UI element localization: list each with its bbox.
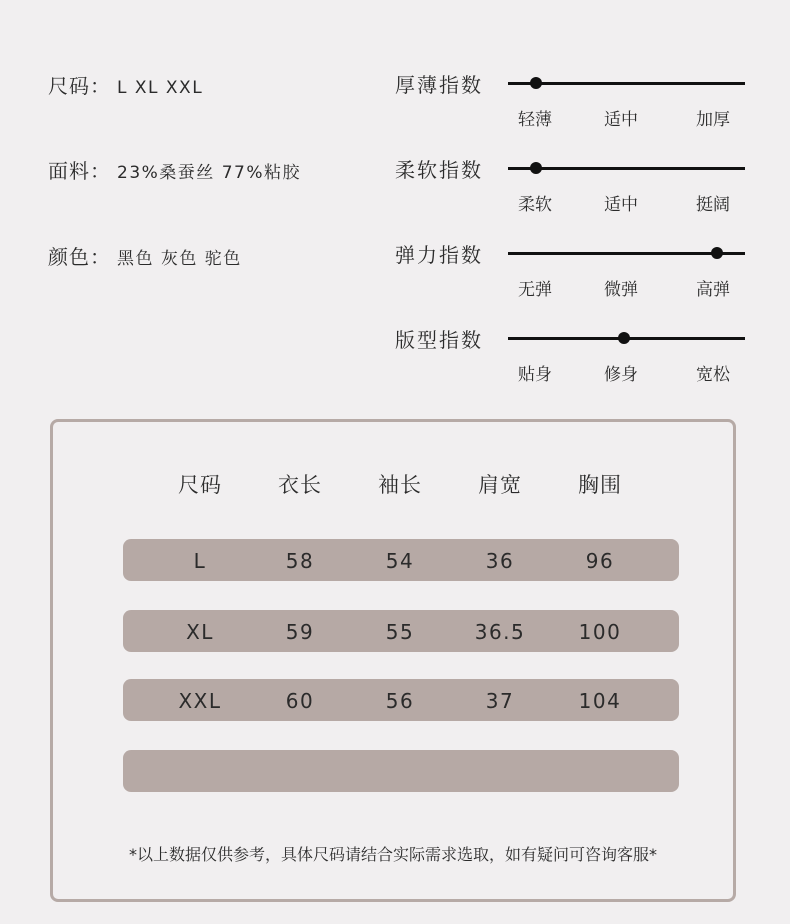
header-size: 尺码 <box>178 473 222 497</box>
spec-size-label: 尺码： <box>48 74 111 98</box>
spec-color-label: 颜色： <box>48 245 111 269</box>
spec-fabric-label: 面料： <box>48 159 111 183</box>
index-marker <box>530 77 542 89</box>
index-label-low: 贴身 <box>518 365 552 385</box>
index-name: 弹力指数 <box>395 243 483 267</box>
cell-length: 59 <box>285 620 315 644</box>
spec-color-value: 黑色 灰色 驼色 <box>117 249 242 269</box>
index-elasticity <box>395 239 745 309</box>
cell-length: 60 <box>285 689 315 713</box>
index-name: 版型指数 <box>395 328 483 352</box>
index-name: 柔软指数 <box>395 158 483 182</box>
cell-size: XXL <box>178 689 222 713</box>
spec-size <box>48 70 203 99</box>
spec-fabric <box>48 155 301 184</box>
cell-length: 58 <box>285 549 315 573</box>
index-marker <box>530 162 542 174</box>
table-row <box>123 679 679 721</box>
spec-color <box>48 241 242 270</box>
index-softness <box>395 154 745 224</box>
index-thickness <box>395 69 745 139</box>
index-label-mid: 微弹 <box>604 280 638 300</box>
index-label-high: 宽松 <box>696 365 730 385</box>
index-track <box>508 337 745 340</box>
cell-size: L <box>193 549 207 573</box>
cell-shoulder: 36 <box>485 549 515 573</box>
index-track <box>508 167 745 170</box>
index-label-high: 加厚 <box>696 110 730 130</box>
index-label-mid: 修身 <box>604 365 638 385</box>
cell-shoulder: 37 <box>485 689 515 713</box>
index-label-low: 柔软 <box>518 195 552 215</box>
index-label-high: 高弹 <box>696 280 730 300</box>
index-label-low: 轻薄 <box>518 110 552 130</box>
cell-chest: 96 <box>585 549 615 573</box>
index-label-low: 无弹 <box>518 280 552 300</box>
table-row <box>123 750 679 792</box>
cell-chest: 104 <box>578 689 622 713</box>
index-label-mid: 适中 <box>604 110 638 130</box>
cell-sleeve: 54 <box>385 549 415 573</box>
size-chart-card <box>50 419 736 902</box>
header-length: 衣长 <box>278 473 322 497</box>
table-row <box>123 610 679 652</box>
cell-sleeve: 56 <box>385 689 415 713</box>
index-track <box>508 82 745 85</box>
index-fit <box>395 324 745 394</box>
index-label-high: 挺阔 <box>696 195 730 215</box>
index-track <box>508 252 745 255</box>
index-marker <box>618 332 630 344</box>
cell-sleeve: 55 <box>385 620 415 644</box>
cell-shoulder: 36.5 <box>474 620 526 644</box>
spec-fabric-value: 23%桑蚕丝 77%粘胶 <box>117 163 301 183</box>
table-row <box>123 539 679 581</box>
spec-size-value: L XL XXL <box>117 78 204 98</box>
footnote: *以上数据仅供参考，具体尺码请结合实际需求选取，如有疑问可咨询客服* <box>128 845 657 864</box>
header-sleeve: 袖长 <box>378 473 422 497</box>
index-label-mid: 适中 <box>604 195 638 215</box>
cell-chest: 100 <box>578 620 622 644</box>
cell-size: XL <box>186 620 214 644</box>
index-name: 厚薄指数 <box>395 73 483 97</box>
header-chest: 胸围 <box>578 473 622 497</box>
index-marker <box>711 247 723 259</box>
header-shoulder: 肩宽 <box>478 473 522 497</box>
